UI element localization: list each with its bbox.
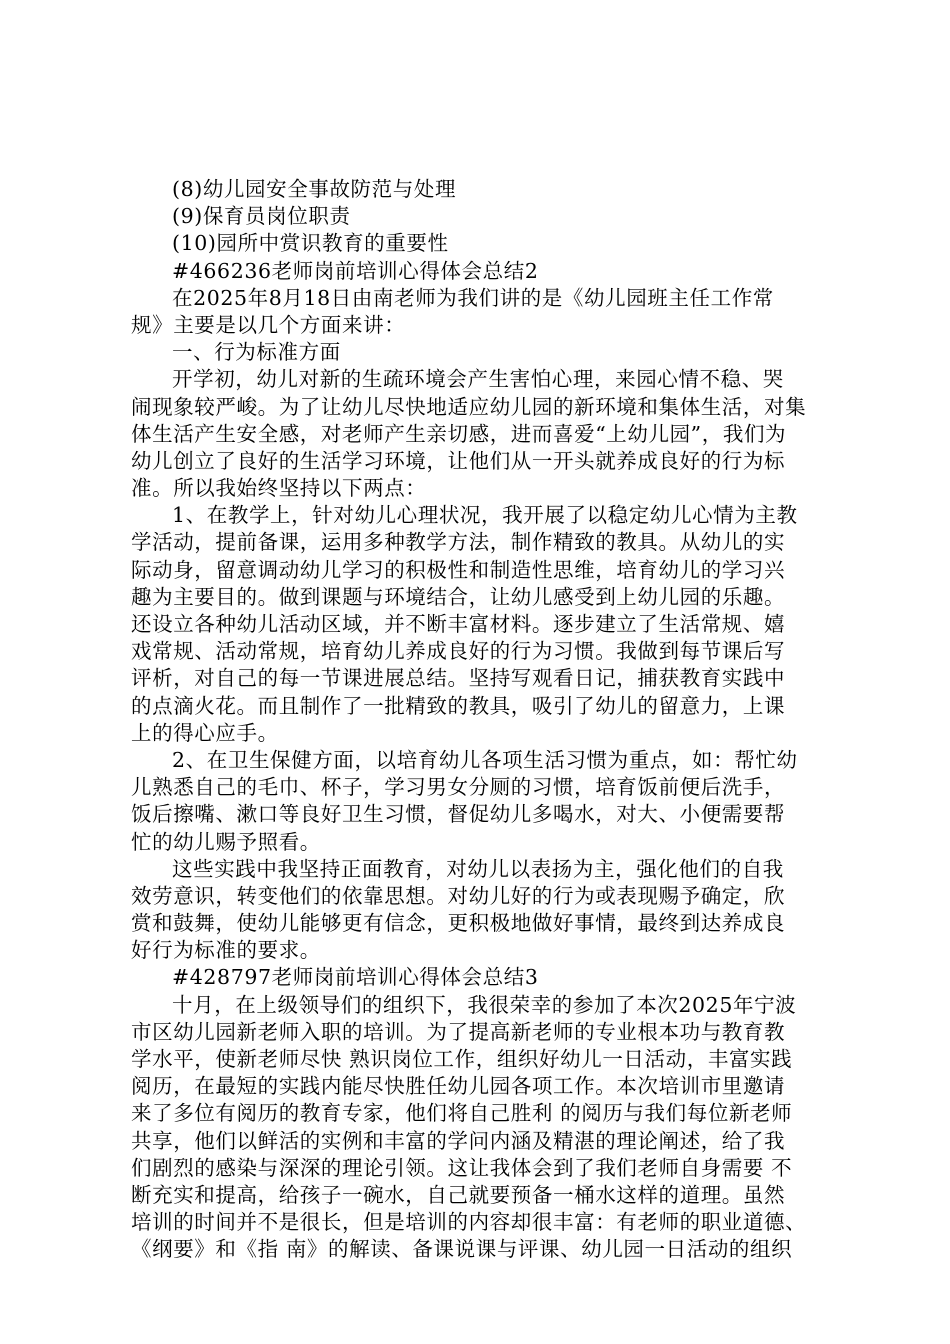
text-line: 体生活产生安全感，对老师产生亲切感，进而喜爱“上幼儿园”，我们为 [131, 421, 787, 446]
text-line: (10)园所中赏识教育的重要性 [172, 231, 449, 256]
text-line: 准。所以我始终坚持以下两点： [131, 476, 427, 501]
text-line: 饭后擦嘴、漱口等良好卫生习惯，督促幼儿多喝水，对大、小便需要帮 [131, 802, 786, 827]
text-line: 规》主要是以几个方面来讲： [131, 312, 406, 337]
text-line: 闹现象较严峻。为了让幼儿尽快地适应幼儿园的新环境和集体生活，对集 [131, 394, 807, 419]
text-line: 好行为标准的要求。 [131, 938, 321, 963]
text-line: 效劳意识，转变他们的依靠思想。对幼儿好的行为或表现赐予确定，欣 [131, 883, 786, 908]
text-line: 赏和鼓舞，使幼儿能够更有信念，更积极地做好事情，最终到达养成良 [131, 911, 786, 936]
text-line: 学活动，提前备课，运用多种教学方法，制作精致的教具。从幼儿的实 [131, 530, 786, 555]
text-line: 的点滴火花。而且制作了一批精致的教具，吸引了幼儿的留意力，上课 [131, 693, 786, 718]
text-line: 趣为主要目的。做到课题与环境结合，让幼儿感受到上幼儿园的乐趣。 [131, 584, 786, 609]
text-line: 学水平，使新老师尽快 熟识岗位工作，组织好幼儿一日活动，丰富实践 [131, 1047, 793, 1071]
text-line: 际动身，留意调动幼儿学习的积极性和制造性思维，培育幼儿的学习兴 [131, 557, 786, 582]
text-line: 在2025年8月18日由南老师为我们讲的是《幼儿园班主任工作常 [172, 285, 774, 310]
text-line: 儿熟悉自己的毛巾、杯子，学习男女分厕的习惯，培育饭前便后洗手， [131, 775, 786, 800]
text-line: 断充实和提高，给孩子一碗水，自己就要预备一桶水这样的道理。虽然 [131, 1182, 786, 1207]
text-line: 戏常规、活动常规，培育幼儿养成良好的行为习惯。我做到每节课后写 [131, 639, 786, 664]
text-line: 幼儿创立了良好的生活学习环境，让他们从一开头就养成良好的行为标 [131, 448, 786, 473]
text-line: 开学初，幼儿对新的生疏环境会产生害怕心理，来园心情不稳、哭 [172, 367, 784, 392]
document-body [131, 176, 831, 1264]
text-line: #428797老师岗前培训心得体会总结3 [172, 965, 539, 990]
text-line: 来了多位有阅历的教育专家，他们将自己胜利 的阅历与我们每位新老师 [131, 1101, 793, 1126]
text-line: (9)保育员岗位职责 [172, 204, 351, 229]
text-line: #466236老师岗前培训心得体会总结2 [172, 258, 539, 283]
text-line: 2、在卫生保健方面，以培育幼儿各项生活习惯为重点，如：帮忙幼 [172, 747, 798, 772]
text-line: 十月，在上级领导们的组织下，我很荣幸的参加了本次2025年宁波 [172, 992, 797, 1017]
text-line: 忙的幼儿赐予照看。 [131, 829, 321, 854]
text-line: 共享，他们以鲜活的实例和丰富的学问内涵及精湛的理论阐述，给了我 [131, 1128, 786, 1153]
text-line: 《纲要》和《指 南》的解读、备课说课与评课、幼儿园一日活动的组织 [131, 1237, 793, 1262]
text-line: 这些实践中我坚持正面教育，对幼儿以表扬为主，强化他们的自我 [172, 856, 784, 881]
text-line: 市区幼儿园新老师入职的培训。为了提高新老师的专业根本功与教育教 [131, 1019, 786, 1044]
text-line: 培训的时间并不是很长，但是培训的内容却很丰富：有老师的职业道德、 [131, 1210, 807, 1235]
text-line: (8)幼儿园安全事故防范与处理 [172, 177, 457, 201]
text-line: 阅历，在最短的实践内能尽快胜任幼儿园各项工作。本次培训市里邀请 [131, 1074, 786, 1099]
text-line: 一、行为标准方面 [172, 340, 341, 365]
text-line: 评析，对自己的每一节课进展总结。坚持写观看日记，捕获教育实践中 [131, 666, 786, 691]
text-line: 1、在教学上，针对幼儿心理状况，我开展了以稳定幼儿心情为主教 [172, 503, 798, 528]
text-line: 们剧烈的感染与深深的理论引领。这让我体会到了我们老师自身需要 不 [131, 1155, 793, 1180]
text-line: 上的得心应手。 [131, 720, 279, 745]
text-line: 还设立各种幼儿活动区域，并不断丰富材料。逐步建立了生活常规、嬉 [131, 612, 786, 636]
